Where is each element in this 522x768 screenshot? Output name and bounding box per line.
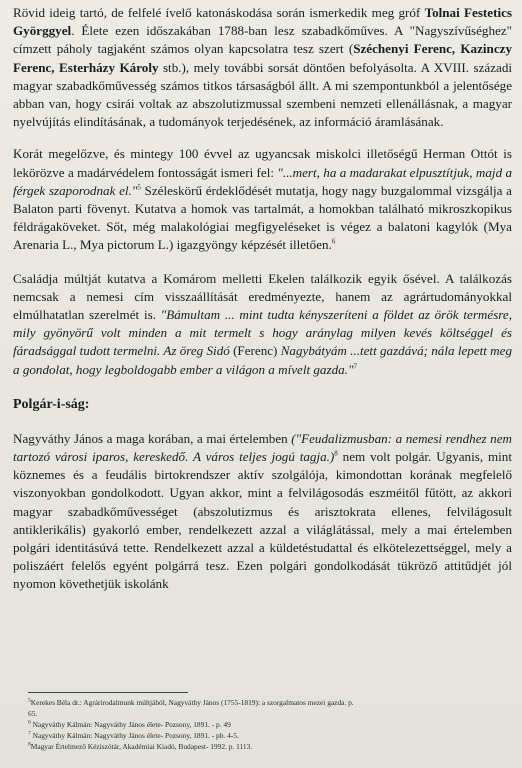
footnote-8 [28,741,506,752]
footnote-ref-6: 6 [331,238,336,247]
definition-quote: ("Feudalizmusban: a nemesi rendhez nem tartozó városi iparos, kereskedő. A város teljes jogú tagja.) [13,430,512,465]
footnote-text: Kerekes Béla dr.: Agrárirodalmunk múltjából, Nagyváthy János (1755-1819): a szorgalmatos mezei gazda. p. [30,698,354,707]
footnote-5 [28,697,506,708]
footnote-ref-8: 8 [334,449,338,458]
footnote-7 [28,730,506,741]
quote: "...mert, ha a madarakat elpusztítjuk, majd a férgek szaporodnak el." [13,164,512,198]
footnote-text: Nagyváthy Kálmán: Nagyváthy János élete- Pozsony, 1891. - pb. 4-5. [30,731,239,740]
footnote-divider [28,692,188,693]
text-run: (Ferenc) [229,343,281,359]
footnote-number: 8 [28,741,31,748]
paragraph-1 [13,4,512,131]
paragraph-2 [13,145,512,254]
paragraph-3 [13,270,512,379]
footnote-ref-7: 7 [353,362,357,371]
footnote-text: 65. [28,709,38,718]
quote: Nagybátyám ...tett gazdává; nála lepett meg a gondolat, hogy legboldogabb ember a világon a mívelt gazda." [13,343,512,377]
footnotes [28,697,506,752]
footnote-text: Nagyváthy Kálmán: Nagyváthy János élete- Pozsony, 1891. - p. 49 [30,720,231,729]
text-run: Széleskörű érdeklődését mutatja, hogy nagy buzgalommal vizsgálja a Balaton parti fövenyt. Kutatva a homok vas tartalmát, a homokban található mikroszkopikus féldrágaköveket. Sőt, még malakológiai megfigyeléseket is végez a balatoni kagylók (Mya Arenaria L., Mya pictorum L.) igazgyöngy képzését illetően. [13,182,512,253]
text-run: Korát megelőzve, és mintegy 100 évvel az ugyancsak miskolci illetőségű Herman Ottót is lekörözve a madárvédelem fontosságát ismeri fel: [13,146,512,180]
text-run: nem volt polgár. Ugyanis, mint köznemes és a feudális birtokrendszer aktív szolgálója, kimondottan korának megfelelő viszonyokban gondolkodott. Ugyan akkor, mint a felvilágosodás eszméitől fűtött, az akkori magyar szabadkőművességet (abszolutizmus és arisztokrata ellenes, felvilágosult antiklerikális) gyakorló ember, rendelkezett azzal a világlátással, mely a mai értelemben polgári identitásúvá tette. Rendelkezett azzal a küldetéstudattal és elkötelezettséggel, mely a poliszáért felelős egyént polgárrá tesz. Ezen polgári gondolkodását tükröző attitűdjét jól nyomon követhetjük iskolánk [13,449,512,592]
footnote-text: Magyar Értelmező Kéziszótár, Akadémiai Kiadó, Budapest- 1992. p. 1113. [30,742,253,751]
text-run: stb.), mely további sorsát döntően befolyásolta. A XVIII. századi magyar szabadkőművesség számos titkos társaságból állt. A mi szempontunkból a jelentősége abban van, hogy csirái voltak az abszolutizmussal szembeni nemzeti ellenállásnak, a magyar nyelvújítás elindításának, a tudományok terjedésének, az információ áramlásának. [13,59,513,130]
text-run: . Élete ezen időszakában 1788-ban lesz szabadkőműves. A "Nagyszívűséghez" címzett páholy tagjaként számos olyan kapcsolatra tesz szert ( [13,23,512,57]
bold-names: Széchenyi Ferenc, Kazinczy Ferenc, Esterházy Károly [13,41,512,75]
text-run: Nagyváthy János a maga korában, a mai értelemben [13,430,292,446]
footnote-number: 6 [28,719,31,726]
quote: "Bámultam ... mint tudta kényszeríteni a földet az örök termésre, mily gyönyörű volt minden a mit termelt s hogy aránylag milyen kevés költséggel és fáradsággal tudott termelni. Az öreg Sidó [13,307,512,359]
paragraph-4 [13,430,512,594]
text-run: Rövid ideig tartó, de felfelé ívelő katonáskodása során ismerkedik meg gróf [13,5,425,20]
footnote-number: 7 [28,730,31,737]
text-run: Családja múltját kutatva a Komárom melletti Ekelen találkozik egyik ősével. A találkozás nemcsak a nemesi cím visszaállítását eredményezte, hanem az agrártudományokkal elmúlhatatlan szerelmét is. [13,270,512,323]
footnote-number: 5 [28,697,31,704]
section-heading: Polgár-i-ság: [13,396,90,412]
footnote-ref-5: 5 [137,183,141,192]
bold-name: Tolnai Festetics Györggyel [13,5,512,39]
footnote-5-cont [28,708,506,719]
footnote-6 [28,719,506,730]
